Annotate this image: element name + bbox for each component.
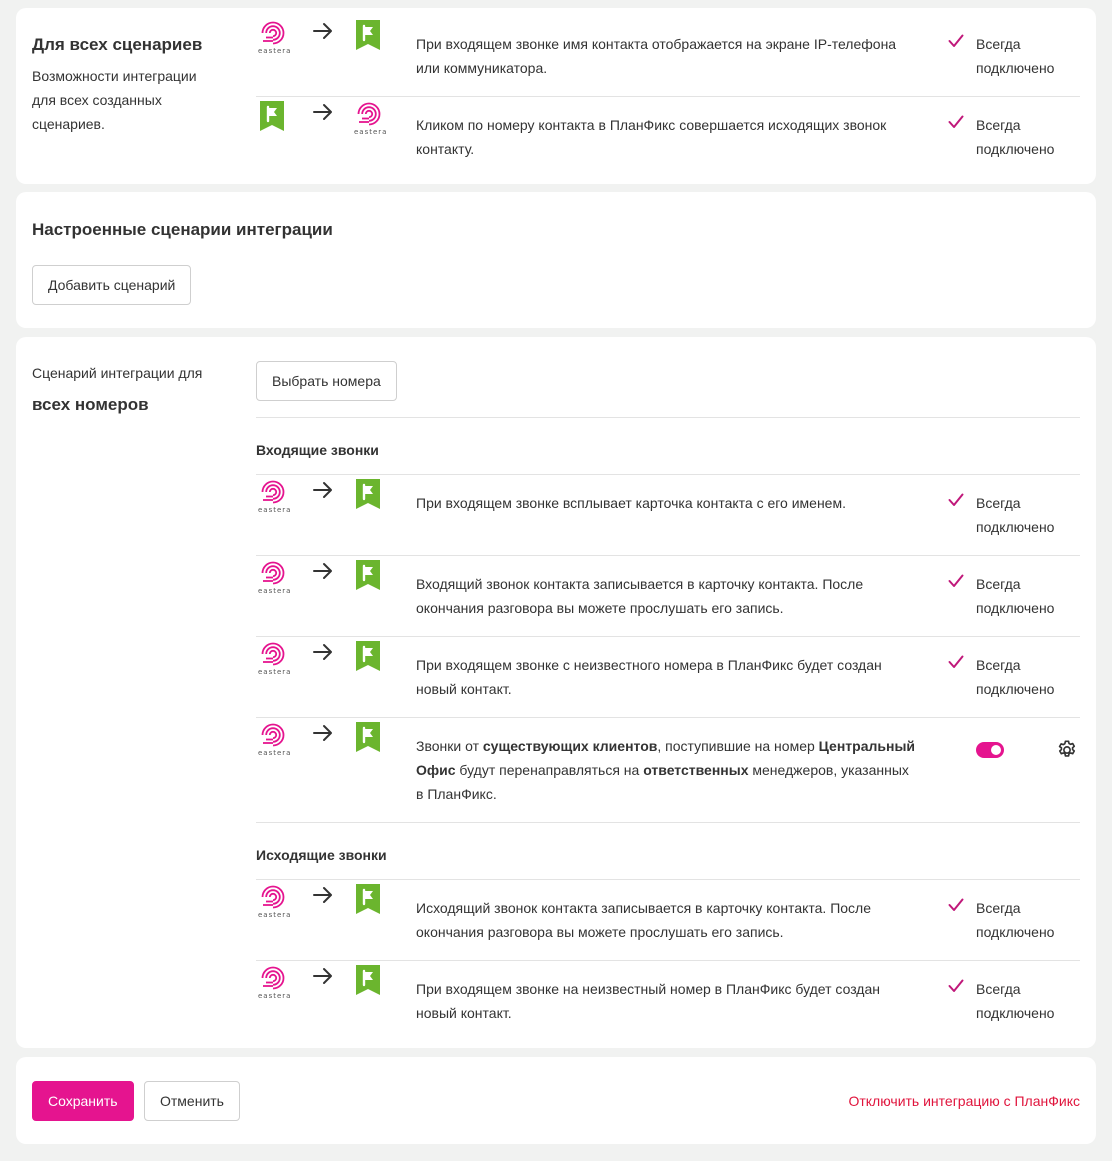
feature-text: При входящем звонке на неизвестный номер в ПланФикс будет создан новый контакт. <box>416 981 880 1021</box>
redirect-text: Звонки от существующих клиентов, поступившие на номер Центральный Офис будут перенаправляться на ответственных менеджеров, указанных в ПланФикс. <box>416 738 916 802</box>
incoming-title: Входящие звонки <box>256 442 379 458</box>
outgoing-title: Исходящие звонки <box>256 847 387 863</box>
arrow-right-icon <box>312 641 334 663</box>
eastera-caption: eastera <box>258 749 292 757</box>
incoming-row <box>256 636 1080 717</box>
all-scenarios-title: Для всех сценариев <box>32 35 203 54</box>
eastera-caption: eastera <box>258 587 292 595</box>
feature-text: Кликом по номеру контакта в ПланФикс совершается исходящих звонок контакту. <box>416 117 887 157</box>
scenario-label-big: всех номеров <box>32 395 149 414</box>
check-icon <box>948 34 964 48</box>
feature-status: Всегда подключено <box>976 117 1055 157</box>
feature-status: Всегда подключено <box>976 576 1055 616</box>
scenario-label-small: Сценарий интеграции для <box>32 365 203 381</box>
eastera-logo-icon <box>258 722 292 758</box>
redirect-toggle[interactable] <box>976 742 1004 758</box>
outgoing-row <box>256 960 1080 1041</box>
eastera-caption: eastera <box>258 911 292 919</box>
eastera-logo-icon <box>258 560 292 596</box>
planfix-flag-icon <box>356 722 380 752</box>
feature-row <box>256 96 1080 177</box>
check-icon <box>948 574 964 588</box>
feature-text: Входящий звонок контакта записывается в карточку контакта. После окончания разговора вы можете прослушать его запись. <box>416 576 864 616</box>
arrow-right-icon <box>312 101 334 123</box>
eastera-caption: eastera <box>258 668 292 676</box>
check-icon <box>948 115 964 129</box>
feature-status: Всегда подключено <box>976 657 1055 697</box>
footer-card <box>16 1057 1096 1144</box>
check-icon <box>948 898 964 912</box>
configured-scenarios-card <box>16 192 1096 328</box>
scenario-card <box>16 337 1096 1048</box>
planfix-flag-icon <box>356 965 380 995</box>
outgoing-row <box>256 879 1080 960</box>
disconnect-link[interactable]: Отключить интеграцию с ПланФикс <box>848 1093 1080 1109</box>
all-scenarios-description: Возможности интеграции для всех созданных сценариев. <box>32 68 197 132</box>
planfix-flag-icon <box>356 560 380 590</box>
arrow-right-icon <box>312 965 334 987</box>
feature-text: Исходящий звонок контакта записывается в карточку контакта. После окончания разговора вы можете прослушать его запись. <box>416 900 872 940</box>
incoming-row <box>256 474 1080 555</box>
planfix-flag-icon <box>356 479 380 509</box>
eastera-caption: eastera <box>258 992 292 1000</box>
arrow-right-icon <box>312 20 334 42</box>
arrow-right-icon <box>312 884 334 906</box>
check-icon <box>948 655 964 669</box>
eastera-caption: eastera <box>354 128 388 136</box>
all-scenarios-card <box>16 8 1096 184</box>
planfix-flag-icon <box>356 641 380 671</box>
eastera-logo-icon <box>258 965 292 1001</box>
configured-title: Настроенные сценарии интеграции <box>32 220 333 239</box>
planfix-flag-icon <box>356 884 380 914</box>
eastera-logo-icon <box>258 641 292 677</box>
feature-text: При входящем звонке всплывает карточка контакта с его именем. <box>416 495 846 511</box>
select-numbers-button[interactable]: Выбрать номера <box>256 361 397 401</box>
arrow-right-icon <box>312 722 334 744</box>
planfix-flag-icon <box>260 101 284 131</box>
feature-status: Всегда подключено <box>976 981 1055 1021</box>
add-scenario-button[interactable]: Добавить сценарий <box>32 265 191 305</box>
feature-status: Всегда подключено <box>976 495 1055 535</box>
redirect-row <box>256 717 1080 822</box>
gear-icon[interactable] <box>1056 739 1078 761</box>
divider <box>256 822 1080 823</box>
save-button[interactable]: Сохранить <box>32 1081 134 1121</box>
incoming-row <box>256 555 1080 636</box>
cancel-button[interactable]: Отменить <box>144 1081 240 1121</box>
eastera-logo-icon <box>258 479 292 515</box>
planfix-flag-icon <box>356 20 380 50</box>
eastera-caption: eastera <box>258 506 292 514</box>
feature-text: При входящем звонке с неизвестного номера в ПланФикс будет создан новый контакт. <box>416 657 882 697</box>
feature-status: Всегда подключено <box>976 36 1055 76</box>
eastera-logo-icon <box>354 101 388 137</box>
arrow-right-icon <box>312 479 334 501</box>
check-icon <box>948 493 964 507</box>
eastera-logo-icon <box>258 884 292 920</box>
eastera-logo-icon <box>258 20 292 56</box>
divider <box>256 417 1080 418</box>
feature-row <box>256 20 1080 101</box>
eastera-caption: eastera <box>258 47 292 55</box>
feature-status: Всегда подключено <box>976 900 1055 940</box>
arrow-right-icon <box>312 560 334 582</box>
feature-text: При входящем звонке имя контакта отображается на экране IP-телефона или коммуникатора. <box>416 36 897 76</box>
check-icon <box>948 979 964 993</box>
